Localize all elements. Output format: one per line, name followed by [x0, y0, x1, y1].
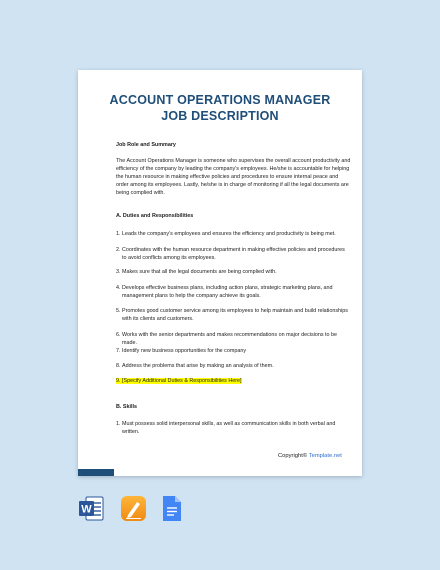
- duty-item: [116, 307, 350, 323]
- footer-credit: [278, 453, 342, 459]
- google-docs-icon[interactable]: [158, 495, 185, 522]
- duty-item: [116, 362, 350, 370]
- duty-number: 5.: [116, 308, 121, 314]
- pages-app-icon[interactable]: [120, 495, 147, 522]
- accent-bar: [78, 469, 114, 476]
- summary-heading: Job Role and Summary: [116, 142, 176, 148]
- duty-number: 3.: [116, 269, 121, 275]
- duty-text: Develops effective business plans, including action plans, strategic marketing plans, and management plans to help the company achieve its goals.: [122, 285, 333, 299]
- duty-text: [Specify Additional Duties & Responsibilities Here]: [122, 378, 242, 384]
- duty-text: Makes sure that all the legal documents are being complied with.: [122, 269, 277, 275]
- duty-number: 2.: [116, 247, 121, 253]
- duty-item: [116, 268, 350, 276]
- duty-text: Promotes good customer service among its employees to help maintain and build relationships with its clients and customers.: [122, 308, 348, 322]
- duties-heading: A. Duties and Responsibilities: [116, 213, 194, 219]
- document-page: [78, 70, 362, 476]
- copyright-symbol: ©: [302, 453, 308, 459]
- skills-heading: B. Skills: [116, 404, 137, 410]
- skill-number: 1.: [116, 421, 121, 427]
- duty-text: Address the problems that arise by making an analysis of them.: [122, 363, 274, 369]
- duty-number: 7.: [116, 348, 121, 354]
- duty-number: 8.: [116, 363, 121, 369]
- skill-item: [116, 420, 350, 436]
- word-app-icon[interactable]: [78, 495, 105, 522]
- footer-copyright: Copyright: [278, 453, 303, 459]
- summary-text: The Account Operations Manager is someone who supervises the overall account productivity and efficiency of the company by leading the company’s employees. He/she is accountable for helping the human resource in making effective policies and procedures to ensure internal peace and order among its employees. Lastly, he/she is in charge of monitoring if all the legal documents are being complied with.: [116, 158, 351, 196]
- duty-text: Leads the company’s employees and ensures the efficiency and productivity is being met.: [122, 231, 336, 237]
- duty-item: [116, 284, 350, 300]
- duty-text: Works with the senior departments and makes recommendations on major decisions to be made.: [122, 332, 338, 346]
- duty-number: 6.: [116, 332, 121, 338]
- duty-text: Coordinates with the human resource department in making effective policies and procedures to avoid conflicts among its employees.: [122, 247, 345, 261]
- placeholder-highlight: [116, 378, 242, 384]
- footer-brand: Template.net: [308, 453, 342, 459]
- duty-item: [116, 246, 350, 262]
- duty-item: [116, 331, 350, 347]
- duty-item-placeholder: [116, 377, 350, 385]
- document-title-line1: ACCOUNT OPERATIONS MANAGER: [109, 93, 331, 107]
- duty-item: [116, 347, 350, 355]
- skill-text: Must possess solid interpersonal skills, as well as communication skills in both verbal and written.: [122, 421, 336, 435]
- duty-number: 9.: [116, 378, 121, 384]
- duty-number: 1.: [116, 231, 121, 237]
- document-title-line2: JOB DESCRIPTION: [161, 109, 279, 123]
- duty-item: [116, 230, 350, 238]
- word-letter: W: [81, 503, 92, 516]
- duty-text: Identify new business opportunities for the company: [122, 348, 247, 354]
- duty-number: 4.: [116, 285, 121, 291]
